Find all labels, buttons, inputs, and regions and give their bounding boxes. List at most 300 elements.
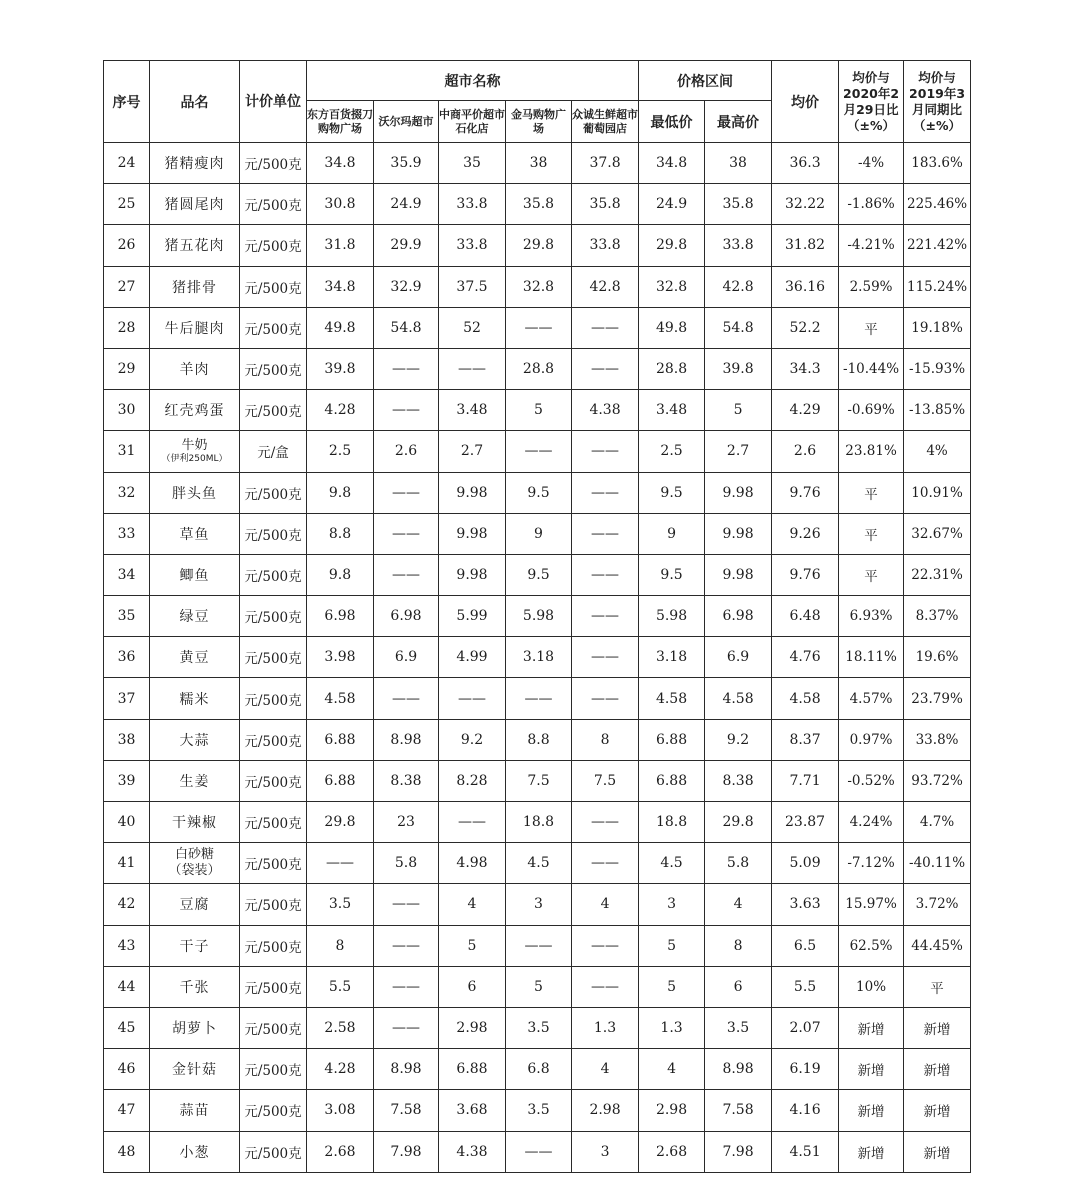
cell-avg: 36.16 bbox=[772, 266, 839, 307]
cell-seq: 35 bbox=[104, 596, 150, 637]
cell-avg: 4.58 bbox=[772, 678, 839, 719]
header-store: 众诚生鲜超市葡萄园店 bbox=[572, 101, 639, 143]
cell-cmp-2019: 新增 bbox=[904, 1049, 971, 1090]
cell-unit: 元/500克 bbox=[240, 596, 307, 637]
cell-store-price: 8 bbox=[572, 719, 639, 760]
cell-cmp-2019: 19.6% bbox=[904, 637, 971, 678]
cell-cmp-feb: 平 bbox=[839, 513, 904, 554]
cell-store-price: 35.8 bbox=[572, 184, 639, 225]
table-row bbox=[104, 678, 971, 719]
cell-store-price: —— bbox=[506, 431, 572, 472]
cell-name: 鲫鱼 bbox=[150, 554, 240, 595]
table-row bbox=[104, 966, 971, 1007]
cell-max: 42.8 bbox=[705, 266, 772, 307]
cell-store-price: 9.5 bbox=[506, 472, 572, 513]
cell-min: 34.8 bbox=[639, 143, 705, 184]
cell-store-price: —— bbox=[307, 843, 374, 884]
cell-seq: 41 bbox=[104, 843, 150, 884]
header-name: 品名 bbox=[150, 61, 240, 143]
cell-min: 29.8 bbox=[639, 225, 705, 266]
cell-store-price: 4.38 bbox=[572, 390, 639, 431]
cell-avg: 32.22 bbox=[772, 184, 839, 225]
cell-cmp-feb: 平 bbox=[839, 307, 904, 348]
cell-cmp-feb: -4.21% bbox=[839, 225, 904, 266]
cell-store-price: 35.8 bbox=[506, 184, 572, 225]
cell-name bbox=[150, 431, 240, 472]
cell-store-price: —— bbox=[374, 1007, 439, 1048]
cell-unit: 元/500克 bbox=[240, 1049, 307, 1090]
cell-store-price: 4.28 bbox=[307, 390, 374, 431]
cell-min: 4.5 bbox=[639, 843, 705, 884]
cell-store-price: 5.99 bbox=[439, 596, 506, 637]
cell-store-price: 34.8 bbox=[307, 266, 374, 307]
header-min: 最低价 bbox=[639, 101, 705, 143]
cell-max: 54.8 bbox=[705, 307, 772, 348]
cell-store-price: —— bbox=[572, 554, 639, 595]
cell-avg: 9.26 bbox=[772, 513, 839, 554]
cell-max: 4 bbox=[705, 884, 772, 925]
cell-store-price: 6.98 bbox=[374, 596, 439, 637]
cell-min: 4 bbox=[639, 1049, 705, 1090]
cell-store-price: 3.5 bbox=[307, 884, 374, 925]
cell-store-price: 7.5 bbox=[572, 760, 639, 801]
cell-cmp-feb: 新增 bbox=[839, 1090, 904, 1131]
cell-seq: 46 bbox=[104, 1049, 150, 1090]
table-row bbox=[104, 266, 971, 307]
cell-max: 9.98 bbox=[705, 513, 772, 554]
cell-avg: 36.3 bbox=[772, 143, 839, 184]
cell-avg: 4.16 bbox=[772, 1090, 839, 1131]
cell-name-note: （袋装） bbox=[168, 863, 221, 879]
cell-min: 9.5 bbox=[639, 554, 705, 595]
cell-store-price: 9 bbox=[506, 513, 572, 554]
cell-store-price: 32.9 bbox=[374, 266, 439, 307]
cell-max: 33.8 bbox=[705, 225, 772, 266]
cell-store-price: 38 bbox=[506, 143, 572, 184]
cell-name: 红壳鸡蛋 bbox=[150, 390, 240, 431]
cell-name: 大蒜 bbox=[150, 719, 240, 760]
cell-store-price: —— bbox=[572, 966, 639, 1007]
cell-store-price: 2.5 bbox=[307, 431, 374, 472]
header-max: 最高价 bbox=[705, 101, 772, 143]
cell-cmp-feb: -1.86% bbox=[839, 184, 904, 225]
cell-store-price: 2.98 bbox=[439, 1007, 506, 1048]
header-seq: 序号 bbox=[104, 61, 150, 143]
table-row bbox=[104, 554, 971, 595]
cell-cmp-2019: 183.6% bbox=[904, 143, 971, 184]
cell-avg: 4.76 bbox=[772, 637, 839, 678]
cell-max: 6.98 bbox=[705, 596, 772, 637]
cell-store-price: 1.3 bbox=[572, 1007, 639, 1048]
cell-seq: 25 bbox=[104, 184, 150, 225]
cell-min: 5 bbox=[639, 925, 705, 966]
cell-store-price: —— bbox=[374, 678, 439, 719]
cell-cmp-feb: 15.97% bbox=[839, 884, 904, 925]
cell-store-price: 5.98 bbox=[506, 596, 572, 637]
cell-min: 18.8 bbox=[639, 802, 705, 843]
cell-cmp-feb: 23.81% bbox=[839, 431, 904, 472]
cell-min: 3.18 bbox=[639, 637, 705, 678]
cell-seq: 39 bbox=[104, 760, 150, 801]
cell-name: 胖头鱼 bbox=[150, 472, 240, 513]
cell-unit: 元/500克 bbox=[240, 760, 307, 801]
cell-unit: 元/500克 bbox=[240, 390, 307, 431]
cell-store-price: 29.8 bbox=[506, 225, 572, 266]
cell-cmp-2019: 115.24% bbox=[904, 266, 971, 307]
cell-store-price: 6.88 bbox=[439, 1049, 506, 1090]
cell-cmp-feb: 18.11% bbox=[839, 637, 904, 678]
cell-cmp-feb: 4.57% bbox=[839, 678, 904, 719]
cell-store-price: 8.8 bbox=[506, 719, 572, 760]
cell-cmp-feb: 6.93% bbox=[839, 596, 904, 637]
cell-store-price: 8.28 bbox=[439, 760, 506, 801]
cell-store-price: 6.8 bbox=[506, 1049, 572, 1090]
cell-avg: 23.87 bbox=[772, 802, 839, 843]
cell-unit: 元/500克 bbox=[240, 719, 307, 760]
cell-unit: 元/500克 bbox=[240, 143, 307, 184]
cell-store-price: 39.8 bbox=[307, 348, 374, 389]
cell-store-price: 5.5 bbox=[307, 966, 374, 1007]
cell-min: 3.48 bbox=[639, 390, 705, 431]
cell-max: 2.7 bbox=[705, 431, 772, 472]
table-row bbox=[104, 1007, 971, 1048]
cell-store-price: 4 bbox=[439, 884, 506, 925]
cell-store-price: 6.9 bbox=[374, 637, 439, 678]
cell-store-price: 3.18 bbox=[506, 637, 572, 678]
cell-max: 38 bbox=[705, 143, 772, 184]
cell-avg: 6.19 bbox=[772, 1049, 839, 1090]
cell-max: 6 bbox=[705, 966, 772, 1007]
cell-store-price: 34.8 bbox=[307, 143, 374, 184]
cell-store-price: 23 bbox=[374, 802, 439, 843]
cell-name: 猪五花肉 bbox=[150, 225, 240, 266]
cell-store-price: 6.98 bbox=[307, 596, 374, 637]
cell-cmp-feb: 新增 bbox=[839, 1049, 904, 1090]
cell-cmp-feb: -10.44% bbox=[839, 348, 904, 389]
cell-store-price: 18.8 bbox=[506, 802, 572, 843]
cell-min: 6.88 bbox=[639, 719, 705, 760]
cell-avg: 6.48 bbox=[772, 596, 839, 637]
cell-max: 29.8 bbox=[705, 802, 772, 843]
table-row bbox=[104, 431, 971, 472]
table-row bbox=[104, 472, 971, 513]
cell-unit: 元/500克 bbox=[240, 266, 307, 307]
cell-unit: 元/500克 bbox=[240, 925, 307, 966]
cell-min: 2.98 bbox=[639, 1090, 705, 1131]
cell-unit: 元/500克 bbox=[240, 554, 307, 595]
cell-store-price: —— bbox=[572, 678, 639, 719]
cell-store-price: 4.98 bbox=[439, 843, 506, 884]
cell-cmp-2019: 新增 bbox=[904, 1090, 971, 1131]
cell-store-price: 3.5 bbox=[506, 1007, 572, 1048]
cell-store-price: 5 bbox=[439, 925, 506, 966]
cell-store-price: 3.5 bbox=[506, 1090, 572, 1131]
cell-store-price: —— bbox=[572, 596, 639, 637]
header-cmp-2019: 均价与2019年3月同期比（±%） bbox=[904, 61, 971, 143]
cell-max: 4.58 bbox=[705, 678, 772, 719]
cell-store-price: 3 bbox=[506, 884, 572, 925]
cell-store-price: 33.8 bbox=[572, 225, 639, 266]
cell-store-price: 28.8 bbox=[506, 348, 572, 389]
table-row bbox=[104, 1131, 971, 1173]
cell-cmp-2019: 3.72% bbox=[904, 884, 971, 925]
cell-avg: 8.37 bbox=[772, 719, 839, 760]
cell-unit: 元/500克 bbox=[240, 884, 307, 925]
cell-store-price: 3.08 bbox=[307, 1090, 374, 1131]
cell-cmp-2019: 新增 bbox=[904, 1131, 971, 1173]
header-store: 东方百货掇刀购物广场 bbox=[307, 101, 374, 143]
cell-cmp-2019: 33.8% bbox=[904, 719, 971, 760]
cell-store-price: 4.5 bbox=[506, 843, 572, 884]
cell-store-price: 6.88 bbox=[307, 760, 374, 801]
table-row bbox=[104, 307, 971, 348]
cell-avg: 5.09 bbox=[772, 843, 839, 884]
cell-name: 胡萝卜 bbox=[150, 1007, 240, 1048]
table-header bbox=[104, 61, 971, 143]
cell-store-price: 29.8 bbox=[307, 802, 374, 843]
cell-seq: 38 bbox=[104, 719, 150, 760]
cell-max: 7.98 bbox=[705, 1131, 772, 1173]
table-row bbox=[104, 1090, 971, 1131]
cell-min: 3 bbox=[639, 884, 705, 925]
table-row bbox=[104, 184, 971, 225]
cell-seq: 34 bbox=[104, 554, 150, 595]
table-row bbox=[104, 925, 971, 966]
cell-cmp-feb: -4% bbox=[839, 143, 904, 184]
cell-name: 草鱼 bbox=[150, 513, 240, 554]
cell-unit: 元/500克 bbox=[240, 1131, 307, 1173]
cell-avg: 31.82 bbox=[772, 225, 839, 266]
cell-cmp-feb: 62.5% bbox=[839, 925, 904, 966]
cell-cmp-feb: 0.97% bbox=[839, 719, 904, 760]
cell-min: 32.8 bbox=[639, 266, 705, 307]
cell-seq: 26 bbox=[104, 225, 150, 266]
cell-store-price: 54.8 bbox=[374, 307, 439, 348]
price-table bbox=[103, 60, 971, 1173]
cell-seq: 28 bbox=[104, 307, 150, 348]
table-row bbox=[104, 802, 971, 843]
cell-name: 牛后腿肉 bbox=[150, 307, 240, 348]
header-avg: 均价 bbox=[772, 61, 839, 143]
cell-store-price: 9.8 bbox=[307, 554, 374, 595]
cell-store-price: —— bbox=[374, 390, 439, 431]
cell-name-text: 牛奶 bbox=[181, 437, 208, 453]
cell-store-price: 9.98 bbox=[439, 554, 506, 595]
table-row bbox=[104, 143, 971, 184]
cell-store-price: —— bbox=[572, 802, 639, 843]
cell-min: 28.8 bbox=[639, 348, 705, 389]
table-row bbox=[104, 884, 971, 925]
cell-cmp-2019: -13.85% bbox=[904, 390, 971, 431]
cell-store-price: —— bbox=[572, 472, 639, 513]
cell-cmp-feb: 新增 bbox=[839, 1007, 904, 1048]
cell-store-price: 49.8 bbox=[307, 307, 374, 348]
cell-store-price: 31.8 bbox=[307, 225, 374, 266]
table-row bbox=[104, 390, 971, 431]
cell-store-price: 35.9 bbox=[374, 143, 439, 184]
cell-store-price: 8.98 bbox=[374, 1049, 439, 1090]
cell-store-price: 37.5 bbox=[439, 266, 506, 307]
cell-max: 6.9 bbox=[705, 637, 772, 678]
cell-cmp-2019: 93.72% bbox=[904, 760, 971, 801]
cell-unit: 元/500克 bbox=[240, 678, 307, 719]
cell-unit: 元/500克 bbox=[240, 802, 307, 843]
cell-store-price: 2.98 bbox=[572, 1090, 639, 1131]
cell-store-price: 3 bbox=[572, 1131, 639, 1173]
cell-seq: 33 bbox=[104, 513, 150, 554]
cell-cmp-feb: 10% bbox=[839, 966, 904, 1007]
cell-avg: 4.29 bbox=[772, 390, 839, 431]
cell-unit: 元/500克 bbox=[240, 513, 307, 554]
cell-min: 6.88 bbox=[639, 760, 705, 801]
cell-min: 2.5 bbox=[639, 431, 705, 472]
cell-max: 7.58 bbox=[705, 1090, 772, 1131]
cell-cmp-2019: 新增 bbox=[904, 1007, 971, 1048]
cell-cmp-2019: 22.31% bbox=[904, 554, 971, 595]
cell-name: 千张 bbox=[150, 966, 240, 1007]
table-row bbox=[104, 719, 971, 760]
table-row bbox=[104, 596, 971, 637]
cell-store-price: 7.98 bbox=[374, 1131, 439, 1173]
cell-seq: 30 bbox=[104, 390, 150, 431]
cell-store-price: 29.9 bbox=[374, 225, 439, 266]
cell-store-price: —— bbox=[439, 348, 506, 389]
cell-avg: 2.07 bbox=[772, 1007, 839, 1048]
cell-unit: 元/500克 bbox=[240, 348, 307, 389]
cell-store-price: 4.28 bbox=[307, 1049, 374, 1090]
cell-cmp-2019: 平 bbox=[904, 966, 971, 1007]
cell-name: 生姜 bbox=[150, 760, 240, 801]
header-unit: 计价单位 bbox=[240, 61, 307, 143]
cell-seq: 37 bbox=[104, 678, 150, 719]
header-price-range: 价格区间 bbox=[639, 61, 772, 101]
cell-store-price: 4 bbox=[572, 1049, 639, 1090]
cell-name: 糯米 bbox=[150, 678, 240, 719]
cell-store-price: 4 bbox=[572, 884, 639, 925]
cell-store-price: 2.6 bbox=[374, 431, 439, 472]
cell-store-price: 24.9 bbox=[374, 184, 439, 225]
cell-name: 羊肉 bbox=[150, 348, 240, 389]
cell-name-text: 白砂糖 bbox=[174, 847, 214, 863]
cell-avg: 7.71 bbox=[772, 760, 839, 801]
cell-store-price: 5 bbox=[506, 966, 572, 1007]
cell-store-price: 4.58 bbox=[307, 678, 374, 719]
cell-cmp-2019: 19.18% bbox=[904, 307, 971, 348]
cell-store-price: —— bbox=[374, 554, 439, 595]
table-row bbox=[104, 760, 971, 801]
cell-store-price: 4.38 bbox=[439, 1131, 506, 1173]
cell-name: 黄豆 bbox=[150, 637, 240, 678]
cell-cmp-2019: 221.42% bbox=[904, 225, 971, 266]
cell-min: 9 bbox=[639, 513, 705, 554]
cell-cmp-2019: -40.11% bbox=[904, 843, 971, 884]
cell-store-price: 33.8 bbox=[439, 225, 506, 266]
cell-store-price: —— bbox=[572, 637, 639, 678]
cell-cmp-feb: 4.24% bbox=[839, 802, 904, 843]
cell-store-price: —— bbox=[572, 843, 639, 884]
cell-store-price: 9.98 bbox=[439, 513, 506, 554]
cell-name bbox=[150, 843, 240, 884]
header-store: 金马购物广场 bbox=[506, 101, 572, 143]
cell-store-price: 8.98 bbox=[374, 719, 439, 760]
cell-store-price: —— bbox=[374, 966, 439, 1007]
header-store: 沃尔玛超市 bbox=[374, 101, 439, 143]
cell-seq: 31 bbox=[104, 431, 150, 472]
cell-store-price: —— bbox=[572, 431, 639, 472]
cell-store-price: 8.38 bbox=[374, 760, 439, 801]
cell-name: 干子 bbox=[150, 925, 240, 966]
cell-min: 24.9 bbox=[639, 184, 705, 225]
cell-avg: 9.76 bbox=[772, 472, 839, 513]
cell-cmp-feb: 平 bbox=[839, 472, 904, 513]
cell-store-price: 9.2 bbox=[439, 719, 506, 760]
cell-seq: 42 bbox=[104, 884, 150, 925]
cell-store-price: 5.8 bbox=[374, 843, 439, 884]
cell-cmp-2019: 23.79% bbox=[904, 678, 971, 719]
cell-store-price: —— bbox=[506, 307, 572, 348]
cell-cmp-feb: 平 bbox=[839, 554, 904, 595]
cell-seq: 27 bbox=[104, 266, 150, 307]
cell-avg: 2.6 bbox=[772, 431, 839, 472]
cell-store-price: 2.68 bbox=[307, 1131, 374, 1173]
cell-store-price: —— bbox=[506, 678, 572, 719]
cell-cmp-2019: 10.91% bbox=[904, 472, 971, 513]
cell-max: 8.38 bbox=[705, 760, 772, 801]
cell-store-price: 2.7 bbox=[439, 431, 506, 472]
cell-store-price: —— bbox=[374, 884, 439, 925]
cell-store-price: —— bbox=[374, 925, 439, 966]
cell-name: 绿豆 bbox=[150, 596, 240, 637]
cell-store-price: —— bbox=[572, 348, 639, 389]
cell-unit: 元/500克 bbox=[240, 637, 307, 678]
cell-min: 1.3 bbox=[639, 1007, 705, 1048]
cell-cmp-feb: 新增 bbox=[839, 1131, 904, 1173]
cell-store-price: 3.48 bbox=[439, 390, 506, 431]
cell-store-price: —— bbox=[572, 307, 639, 348]
cell-avg: 3.63 bbox=[772, 884, 839, 925]
cell-unit: 元/500克 bbox=[240, 184, 307, 225]
cell-name: 小葱 bbox=[150, 1131, 240, 1173]
table-row bbox=[104, 225, 971, 266]
cell-store-price: 5 bbox=[506, 390, 572, 431]
cell-name: 干辣椒 bbox=[150, 802, 240, 843]
cell-cmp-2019: 44.45% bbox=[904, 925, 971, 966]
cell-seq: 47 bbox=[104, 1090, 150, 1131]
cell-min: 5.98 bbox=[639, 596, 705, 637]
cell-name: 猪精瘦肉 bbox=[150, 143, 240, 184]
cell-unit: 元/500克 bbox=[240, 307, 307, 348]
cell-store-price: 6 bbox=[439, 966, 506, 1007]
cell-avg: 9.76 bbox=[772, 554, 839, 595]
cell-store-price: 30.8 bbox=[307, 184, 374, 225]
cell-cmp-feb: -7.12% bbox=[839, 843, 904, 884]
cell-store-price: 7.58 bbox=[374, 1090, 439, 1131]
cell-max: 9.2 bbox=[705, 719, 772, 760]
cell-store-price: 4.99 bbox=[439, 637, 506, 678]
cell-cmp-feb: -0.52% bbox=[839, 760, 904, 801]
cell-store-price: —— bbox=[506, 925, 572, 966]
table-row bbox=[104, 843, 971, 884]
cell-unit: 元/500克 bbox=[240, 966, 307, 1007]
cell-store-price: 9.8 bbox=[307, 472, 374, 513]
cell-seq: 44 bbox=[104, 966, 150, 1007]
cell-min: 9.5 bbox=[639, 472, 705, 513]
header-store: 中商平价超市石化店 bbox=[439, 101, 506, 143]
cell-unit: 元/500克 bbox=[240, 1090, 307, 1131]
cell-unit: 元/500克 bbox=[240, 843, 307, 884]
cell-unit: 元/500克 bbox=[240, 472, 307, 513]
cell-min: 4.58 bbox=[639, 678, 705, 719]
